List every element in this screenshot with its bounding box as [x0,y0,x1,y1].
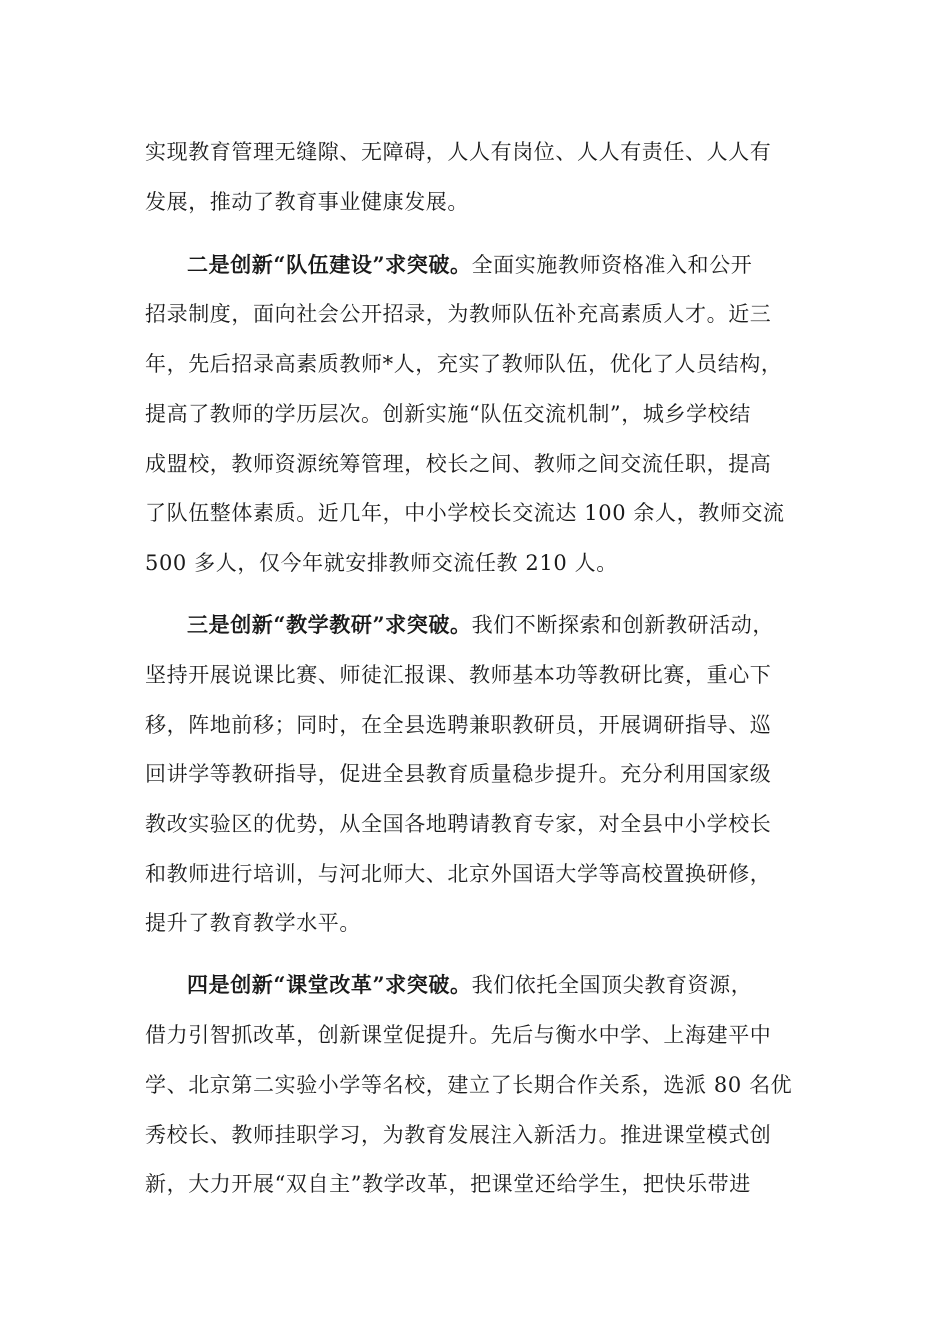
paragraph-4-line-1 [187,970,825,1000]
paragraph-3-line-7: 提升了教育教学水平。 [145,911,361,935]
paragraph-3-line-4: 回讲学等教研指导，促进全县教育质量稳步提升。充分利用国家级 [145,762,772,786]
paragraph-2-line-7: 500 多人，仅今年就安排教师交流任教 210 人。 [145,551,618,575]
paragraph-4-line-2: 借力引智抓改革，创新课堂促提升。先后与衡水中学、上海建平中 [145,1023,772,1047]
paragraph-2-line-2: 招录制度，面向社会公开招录，为教师队伍补充高素质人才。近三 [145,302,772,326]
paragraph-3-line-5: 教改实验区的优势，从全国各地聘请教育专家，对全县中小学校长 [145,812,772,836]
paragraph-3-line-1 [187,610,825,640]
paragraph-4-line-5: 新，大力开展“双自主”教学改革，把课堂还给学生，把快乐带进 [145,1172,751,1196]
paragraph-2-first-rest: 全面实施教师资格准入和公开 [471,253,753,277]
paragraph-1-line-2: 发展，推动了教育事业健康发展。 [145,190,469,214]
paragraph-1-line-1: 实现教育管理无缝隙、无障碍，人人有岗位、人人有责任、人人有 [145,140,772,164]
paragraph-2-line-1 [187,250,825,280]
paragraph-3-line-3: 移，阵地前移；同时，在全县选聘兼职教研员，开展调研指导、巡 [145,713,772,737]
paragraph-3-heading: 三是创新“教学教研”求突破。 [187,612,472,637]
paragraph-2-line-3: 年，先后招录高素质教师*人，充实了教师队伍，优化了人员结构， [145,352,783,376]
paragraph-2-line-5: 成盟校，教师资源统筹管理，校长之间、教师之间交流任职，提高 [145,452,772,476]
paragraph-3-line-6: 和教师进行培训，与河北师大、北京外国语大学等高校置换研修， [145,862,772,886]
paragraph-2-heading: 二是创新“队伍建设”求突破。 [187,252,472,277]
paragraph-2-line-4: 提高了教师的学历层次。创新实施“队伍交流机制”，城乡学校结 [145,402,751,426]
paragraph-3-line-2: 坚持开展说课比赛、师徒汇报课、教师基本功等教研比赛，重心下 [145,663,772,687]
paragraph-2-line-6: 了队伍整体素质。近几年，中小学校长交流达 100 余人，教师交流 [145,501,785,525]
paragraph-4-first-rest: 我们依托全国顶尖教育资源， [471,973,753,997]
paragraph-4-line-4: 秀校长、教师挂职学习，为教育发展注入新活力。推进课堂模式创 [145,1123,772,1147]
paragraph-4-line-3: 学、北京第二实验小学等名校，建立了长期合作关系，选派 80 名优 [145,1073,793,1097]
paragraph-3-first-rest: 我们不断探索和创新教研活动， [471,613,774,637]
paragraph-4-heading: 四是创新“课堂改革”求突破。 [187,972,472,997]
